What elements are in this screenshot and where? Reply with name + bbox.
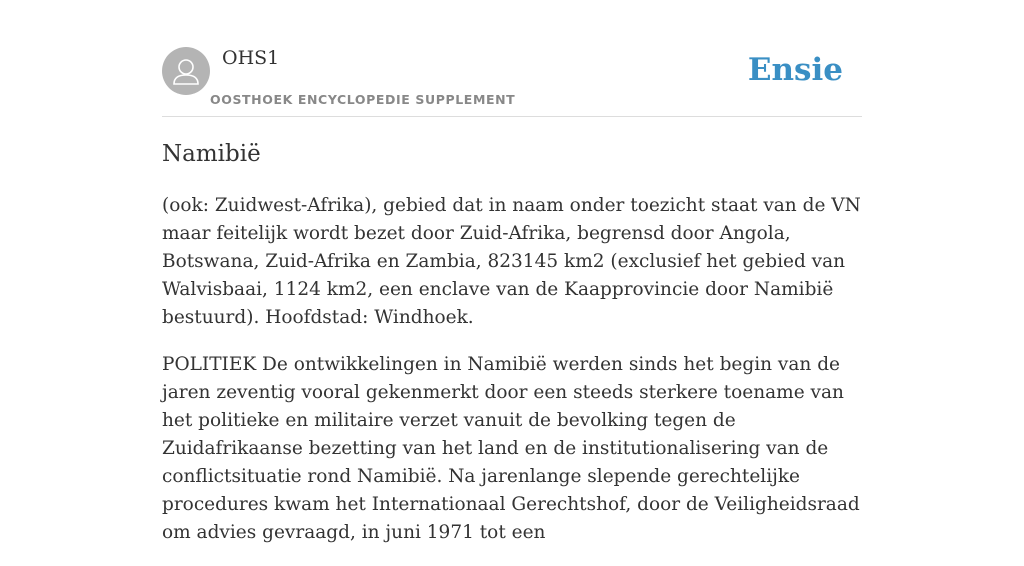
article-paragraph: (ook: Zuidwest-Afrika), gebied dat in naam onder toezicht staat van de VN maar feitelijk wordt bezet door Zuid-Afrika, begrensd door Angola, Botswana, Zuid-Afrika en Zambia, 823145 km2 (exclusief het gebied van Walvisbaai, 1124 km2, een enclave van de Kaapprovincie door Namibië bestuurd). Hoofdstad: Windhoek. [162, 195, 861, 328]
article-paragraph: POLITIEK De ontwikkelingen in Namibië werden sinds het begin van de jaren zeventig vooral gekenmerkt door een steeds sterkere toename van het politieke en militaire verzet vanuit de bevolking tegen de Zuidafrikaanse bezetting van het land en de institutionalisering van de conflictsituatie rond Namibië. Na jarenlange slepende gerechtelijke procedures kwam het Internationaal Gerechtshof, door de Veiligheidsraad om advies gevraagd, in juni 1971 tot een [162, 354, 860, 543]
article-title: Namibië [162, 141, 261, 167]
source-code: OHS1 [222, 47, 280, 69]
header [162, 46, 862, 117]
source-name[interactable]: OOSTHOEK ENCYCLOPEDIE SUPPLEMENT [210, 92, 516, 107]
brand-logo-link[interactable]: Ensie [747, 52, 843, 88]
article-body [162, 192, 866, 566]
user-silhouette-icon [162, 47, 210, 95]
